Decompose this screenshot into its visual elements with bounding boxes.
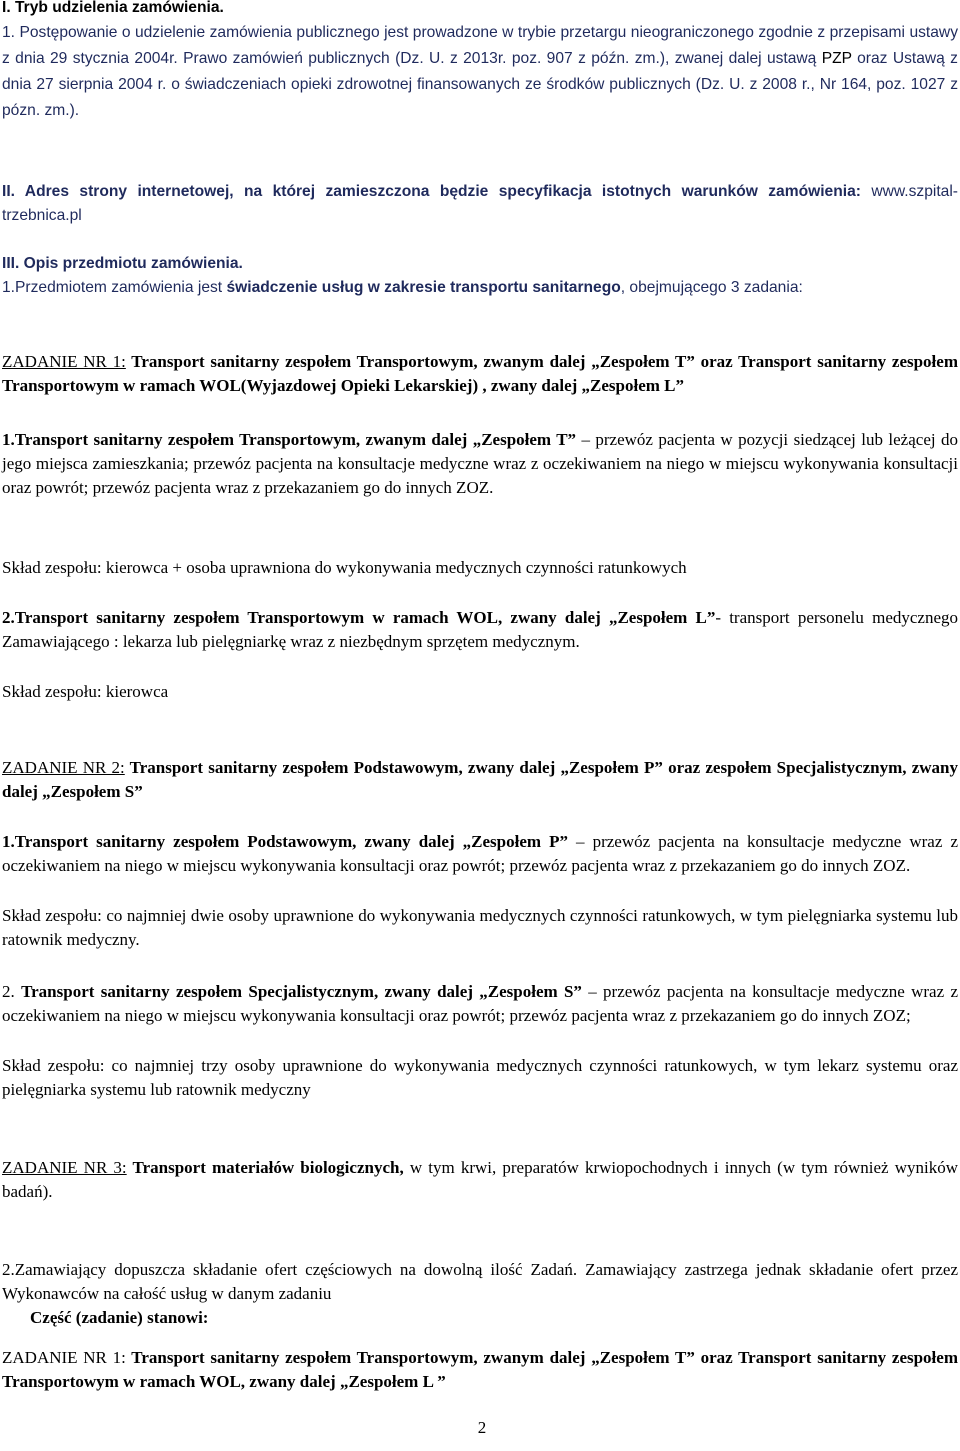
page-number: 2 bbox=[477, 1418, 487, 1437]
text: - transport personelu medycznego Zamawiającego : lekarza lub pielęgniarkę wraz z niezbędnym sprzętem medycznym. bbox=[2, 608, 958, 651]
text: , obejmującego 3 zadania: bbox=[620, 279, 803, 296]
task-heading bbox=[2, 1346, 958, 1394]
text: Skład zespołu: co najmniej trzy osoby uprawnione do wykonywania medycznych czynności ratunkowych, w tym lekarz systemu oraz pielęgniarka systemu lub ratownik medyczny bbox=[2, 1056, 958, 1099]
text-bold: Transport sanitarny zespołem Specjalistycznym, zwany dalej „Zespołem S” bbox=[21, 982, 582, 1001]
website-url: www.szpital-trzebnica.pl bbox=[2, 183, 958, 224]
section-heading bbox=[2, 180, 958, 228]
task-heading bbox=[2, 350, 958, 398]
paragraph bbox=[2, 606, 958, 654]
text: 2. bbox=[2, 982, 22, 1001]
text: oraz Ustawą z dnia 27 sierpnia 2004 r. o świadczeniach opieki zdrowotnej finansowanych ze środków publicznych (Dz. U. z 2008 r., Nr 164, poz. 1027 z pózn. zm.). bbox=[2, 50, 958, 119]
text: w tym krwi, preparatów krwiopochodnych i innych (w tym również wyników badań). bbox=[2, 1158, 958, 1201]
heading-text: II. Adres strony internetowej, na której zamieszczona będzie specyfikacja istotnych warunków zamówienia: bbox=[2, 183, 861, 200]
text: – przewóz pacjenta na konsultacje medyczne wraz z oczekiwaniem na niego w miejscu wykonywania konsultacji oraz powrót; przewóz pacjenta wraz z przekazaniem go do innych ZOZ. bbox=[2, 832, 958, 875]
text-bold: 2.Transport sanitarny zespołem Transportowym w ramach WOL, zwany dalej „Zespołem L” bbox=[2, 608, 716, 627]
paragraph bbox=[2, 1258, 958, 1306]
section-heading bbox=[2, 252, 958, 276]
paragraph bbox=[2, 556, 958, 580]
task-title: Transport materiałów biologicznych, bbox=[126, 1158, 404, 1177]
paragraph bbox=[30, 1306, 930, 1330]
heading-text: I. Tryb udzielenia zamówienia. bbox=[2, 0, 224, 16]
task-title: Transport sanitarny zespołem Transportowym, zwanym dalej „Zespołem T” oraz Transport sanitarny zespołem Transportowym w ramach WOL, zwany dalej „Zespołem L ” bbox=[2, 1348, 958, 1391]
paragraph bbox=[2, 680, 958, 704]
paragraph bbox=[2, 980, 958, 1028]
text: PZP bbox=[821, 50, 852, 67]
task-heading bbox=[2, 1156, 958, 1204]
text-bold: 1.Transport sanitarny zespołem Podstawowym, zwany dalej „Zespołem P” bbox=[2, 832, 568, 851]
text: 1. Postępowanie o udzielenie zamówienia publicznego jest prowadzone w trybie przetargu nieograniczonego zgodnie z przepisami ustawy z dnia 29 stycznia 2004r. Prawo zamówień publicznych (Dz. U. z 2013r. poz. 907 z późn. zm.), zwanej dalej ustawą bbox=[2, 24, 958, 67]
text-bold: Część (zadanie) stanowi: bbox=[30, 1308, 209, 1327]
paragraph bbox=[2, 276, 958, 300]
task-label: ZADANIE NR 1: bbox=[2, 352, 126, 371]
task-heading bbox=[2, 756, 958, 804]
text: – przewóz pacjenta na konsultacje medyczne wraz z oczekiwaniem na niego w miejscu wykonywania konsultacji oraz powrót; przewóz pacjenta wraz z przekazaniem go do innych ZOZ; bbox=[2, 982, 958, 1025]
task-title: Transport sanitarny zespołem Transportowym, zwanym dalej „Zespołem T” oraz Transport sanitarny zespołem Transportowym w ramach WOL(Wyjazdowej Opieki Lekarskiej) , zwany dalej „Zespołem L” bbox=[2, 352, 958, 395]
text: Skład zespołu: kierowca bbox=[2, 682, 169, 701]
text: 2.Zamawiający dopuszcza składanie ofert częściowych na dowolną ilość Zadań. Zamawiający zastrzega jednak składanie ofert przez Wykonawców na całość usług w danym zadaniu bbox=[2, 1260, 958, 1303]
text: Skład zespołu: kierowca + osoba uprawniona do wykonywania medycznych czynności ratunkowych bbox=[2, 558, 687, 577]
text-bold: świadczenie usług w zakresie transportu sanitarnego bbox=[226, 279, 621, 296]
paragraph bbox=[2, 428, 958, 500]
paragraph bbox=[2, 1054, 958, 1102]
text-bold: 1.Transport sanitarny zespołem Transportowym, zwanym dalej „Zespołem T” bbox=[2, 430, 577, 449]
paragraph bbox=[2, 904, 958, 952]
text: Skład zespołu: co najmniej dwie osoby uprawnione do wykonywania medycznych czynności ratunkowych, w tym pielęgniarka systemu lub ratownik medyczny. bbox=[2, 906, 958, 949]
task-label: ZADANIE NR 2: bbox=[2, 758, 125, 777]
paragraph bbox=[2, 20, 958, 124]
text: – przewóz pacjenta w pozycji siedzącej lub leżącej do jego miejsca zamieszkania; przewóz pacjenta na konsultacje medyczne wraz z oczekiwaniem na niego w miejscu wykonywania konsultacji oraz powrót; przewóz pacjenta wraz z przekazaniem go do innych ZOZ. bbox=[2, 430, 959, 497]
heading-text: III. Opis przedmiotu zamówienia. bbox=[2, 255, 243, 272]
task-label: ZADANIE NR 1: bbox=[2, 1348, 126, 1367]
paragraph bbox=[2, 830, 958, 878]
section-heading bbox=[2, 0, 958, 20]
text: 1.Przedmiotem zamówienia jest bbox=[2, 279, 227, 296]
task-label: ZADANIE NR 3: bbox=[2, 1158, 127, 1177]
task-title: Transport sanitarny zespołem Podstawowym, zwany dalej „Zespołem P” oraz zespołem Specjalistycznym, zwany dalej „Zespołem S” bbox=[2, 758, 958, 801]
